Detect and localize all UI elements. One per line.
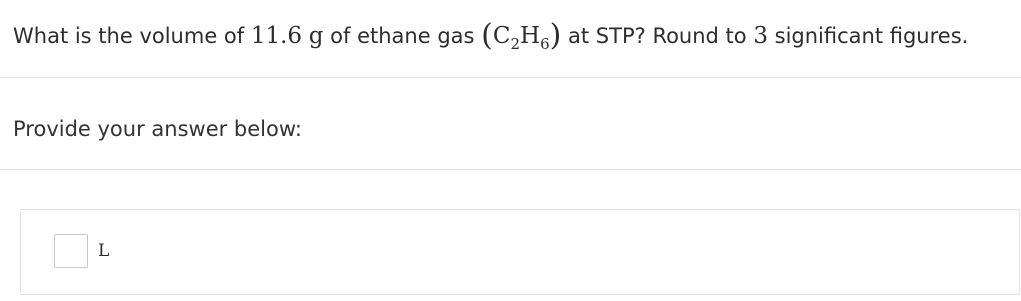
answer-input[interactable] — [54, 234, 88, 268]
question-text-part4: significant figures. — [767, 24, 969, 48]
sig-figs-value: 3 — [753, 23, 768, 49]
question-text-part3: at STP? Round to — [561, 24, 754, 48]
mass-unit: g — [308, 23, 324, 49]
question-text — [13, 14, 1013, 54]
mass-value: 11.6 — [250, 23, 303, 49]
formula-paren-close: ) — [549, 18, 562, 53]
answer-area — [20, 209, 1020, 295]
question-text-part1: What is the volume of — [13, 24, 251, 48]
answer-prompt: Provide your answer below: — [13, 117, 302, 141]
answer-unit: L — [98, 241, 110, 261]
formula-hydrogen: H — [520, 23, 541, 49]
prompt-divider — [0, 169, 1021, 170]
formula-paren-open: ( — [481, 18, 493, 53]
question-text-part2: of ethane gas — [323, 24, 482, 48]
question-divider — [0, 77, 1021, 78]
formula-carbon-subscript: 2 — [510, 35, 521, 53]
formula-hydrogen-subscript: 6 — [540, 35, 550, 53]
formula-carbon: C — [492, 23, 511, 49]
